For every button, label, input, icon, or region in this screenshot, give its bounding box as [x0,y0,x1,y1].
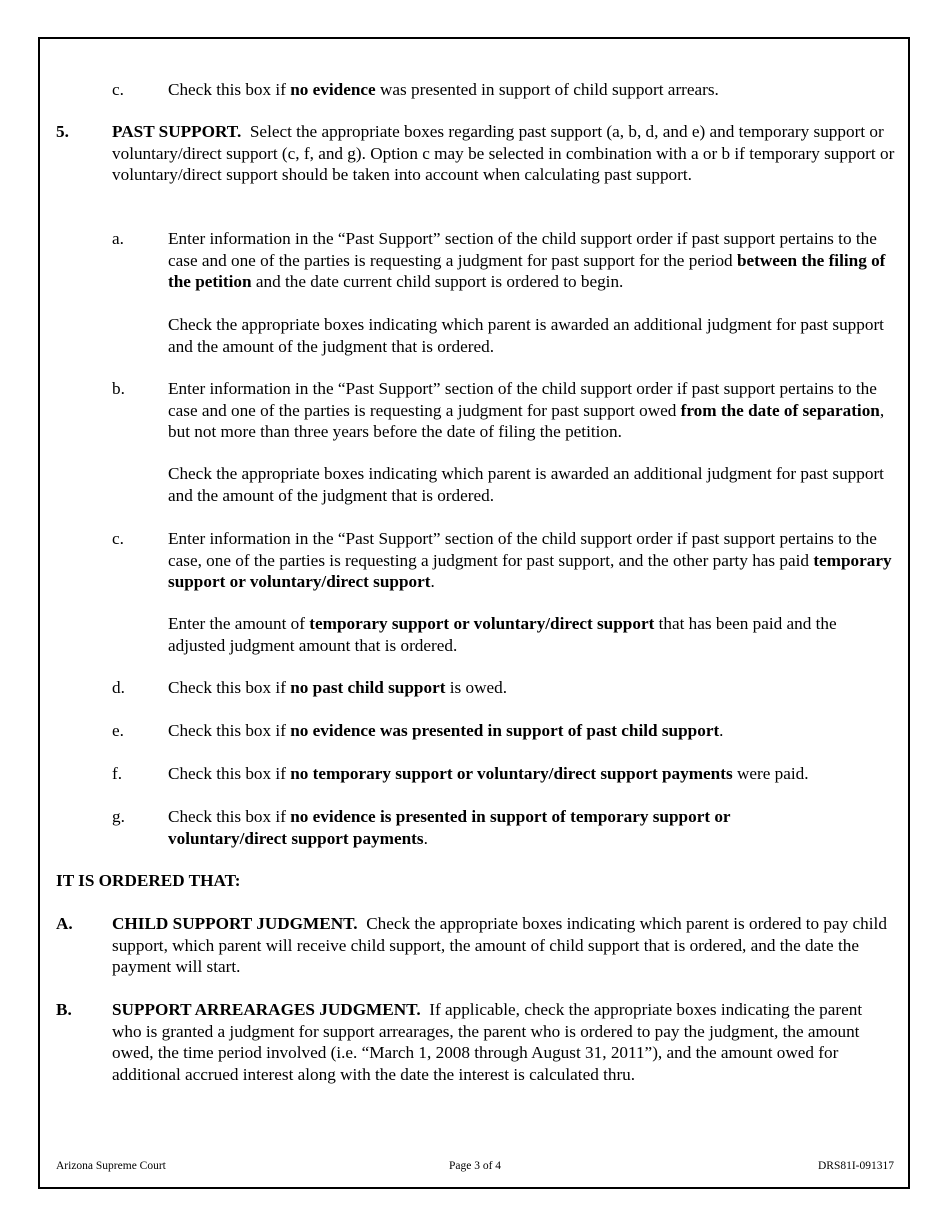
item-5e-marker: e. [112,721,124,740]
order-b-text: SUPPORT ARREARAGES JUDGMENT. If applicable, check the appropriate boxes indicating the parent who is granted a judgment for support arrearages, the parent who is ordered to pay the judgment, the amount owed, the time period involved (i.e. “March 1, 2008 through August 31, 2011”), and the amount owed for additional accrued interest along with the date the interest is calculated thru. [112,1000,863,1084]
order-a-title: CHILD SUPPORT JUDGMENT. [112,914,358,933]
ordered-heading: IT IS ORDERED THAT: [56,871,241,890]
item-5a-text-2: Check the appropriate boxes indicating which parent is awarded an additional judgment for past support and the amount of the judgment that is ordered. [168,315,884,356]
item-5c-text-2: Enter the amount of temporary support or voluntary/direct support that has been paid and the adjusted judgment amount that is ordered. [168,614,837,655]
item-5d-text: Check this box if no past child support is owed. [168,678,508,697]
item-5g-marker: g. [112,807,125,826]
item-5b-marker: b. [112,379,125,398]
item-c-top-marker: c. [112,80,124,99]
footer-left: Arizona Supreme Court [56,1160,166,1172]
section5-intro: PAST SUPPORT. Select the appropriate boxes regarding past support (a, b, d, and e) and temporary support or voluntary/direct support (c, f, and g). Option c may be selected in combination with a or b if temporary support or voluntary/direct support should be taken into account when calculating past support. [112,122,895,184]
item-c-top-text: Check this box if no evidence was presented in support of child support arrears. [168,80,719,99]
order-b-title: SUPPORT ARREARAGES JUDGMENT. [112,1000,421,1019]
footer-page-number: Page 3 of 4 [448,1160,502,1172]
footer-form-code: DRS81I-091317 [817,1160,894,1172]
section5-title: PAST SUPPORT. [112,122,242,141]
item-5e-text: Check this box if no evidence was presented in support of past child support. [168,721,724,740]
item-5c-marker: c. [112,529,124,548]
item-5a-text: Enter information in the “Past Support” section of the child support order if past support pertains to the case and one of the parties is requesting a judgment for past support for the period between the filing of the petition and the date current child support is ordered to begin. [168,229,886,291]
item-5b-text: Enter information in the “Past Support” section of the child support order if past support pertains to the case and one of the parties is requesting a judgment for past support owed from the date of separation, but not more than three years before the date of filing the petition. [168,379,885,441]
item-5c-text: Enter information in the “Past Support” section of the child support order if past support pertains to the case, one of the parties is requesting a judgment for past support, and the other party has paid temporary support or voluntary/direct support. [168,529,892,591]
item-5g-text: Check this box if no evidence is presented in support of temporary support or voluntary/direct support payments. [168,807,731,848]
item-5f-text: Check this box if no temporary support or voluntary/direct support payments were paid. [168,764,809,783]
order-a-text: CHILD SUPPORT JUDGMENT. Check the appropriate boxes indicating which parent is ordered to pay child support, which parent will receive child support, the amount of child support that is ordered, and the date the payment will start. [112,914,887,976]
item-5f-marker: f. [112,764,123,783]
order-b-marker: B. [56,1000,72,1019]
item-5d-marker: d. [112,678,125,697]
section5-number: 5. [56,122,69,141]
item-5b-text-2: Check the appropriate boxes indicating which parent is awarded an additional judgment for past support and the amount of the judgment that is ordered. [168,464,884,505]
order-a-marker: A. [56,914,73,933]
item-5a-marker: a. [112,229,124,248]
